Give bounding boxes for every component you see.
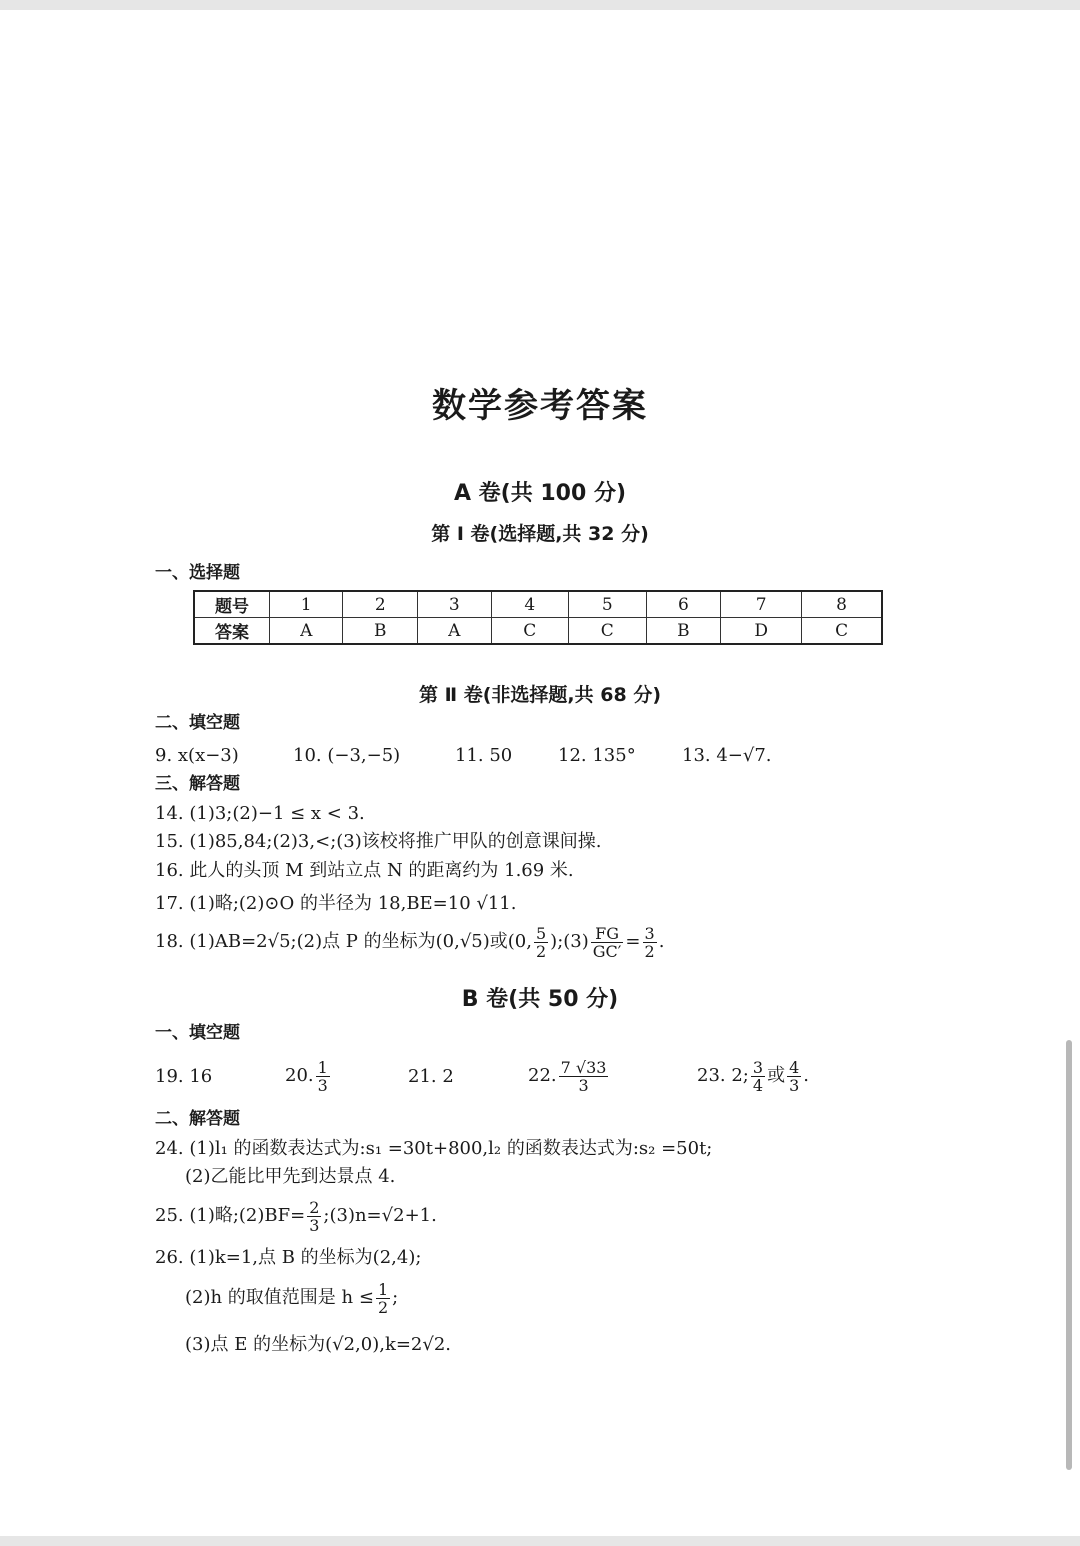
fraction-numerator: 4 — [789, 1057, 800, 1077]
table-cell: 2 — [343, 591, 418, 618]
q22-fraction — [559, 1059, 609, 1094]
paper-b-solve-section-label: 二、解答题 — [155, 1109, 240, 1129]
answer-q9: 9. x(x−3) — [155, 745, 239, 766]
table-row-numbers — [194, 591, 882, 618]
fraction-denominator: GC′ — [592, 941, 622, 961]
answer-q22 — [528, 1056, 610, 1096]
answer-q17: 17. (1)略;(2)⊙O 的半径为 18,BE=10 √11. — [155, 893, 517, 914]
fraction-numerator: 7 √33 — [560, 1057, 607, 1077]
table-cell: D — [721, 618, 802, 645]
fraction-denominator: 2 — [377, 1297, 389, 1317]
table-cell: B — [343, 618, 418, 645]
q23-label: 23. 2; — [697, 1065, 749, 1086]
fraction-denominator: 2 — [535, 941, 547, 961]
fraction-numerator: 3 — [644, 923, 655, 943]
answer-q16: 16. 此人的头顶 M 到站立点 N 的距离约为 1.69 米. — [155, 860, 574, 881]
q18-end: . — [658, 931, 665, 952]
table-cell: A — [270, 618, 343, 645]
part1-heading: 第 Ⅰ 卷(选择题,共 32 分) — [431, 523, 649, 545]
q18-prefix: 18. (1)AB=2√5;(2)点 P 的坐标为(0,√5)或(0, — [155, 931, 532, 952]
answer-q14: 14. (1)3;(2)−1 ≤ x < 3. — [155, 803, 365, 824]
answer-table — [193, 590, 883, 645]
fraction-denominator: 2 — [644, 941, 655, 961]
table-cell: A — [418, 618, 491, 645]
table-cell: C — [491, 618, 569, 645]
q25-prefix: 25. (1)略;(2)BF= — [155, 1205, 306, 1226]
paper-b-fill-section-label: 一、填空题 — [155, 1023, 240, 1043]
answer-q19: 19. 16 — [155, 1066, 213, 1087]
fraction-denominator: 3 — [309, 1215, 320, 1235]
answer-q24-line2: (2)乙能比甲先到达景点 4. — [185, 1166, 396, 1187]
table-cell: 1 — [270, 591, 343, 618]
q18-fraction-2 — [591, 925, 624, 960]
table-cell: C — [802, 618, 882, 645]
table-cell: 6 — [646, 591, 721, 618]
fraction-numerator: FG — [591, 925, 624, 943]
fraction-numerator: 5 — [535, 923, 547, 943]
q23-fraction-2 — [787, 1059, 801, 1094]
table-row-answers — [194, 618, 882, 645]
q18-mid: );(3) — [550, 931, 589, 952]
fraction-numerator: 1 — [317, 1057, 328, 1077]
table-cell: 7 — [721, 591, 802, 618]
fraction-denominator: 4 — [752, 1075, 764, 1095]
fraction-denominator: 3 — [317, 1075, 328, 1095]
q18-equals: = — [625, 931, 641, 952]
fraction-numerator: 3 — [752, 1057, 764, 1077]
answer-q13: 13. 4−√7. — [682, 745, 772, 766]
answer-q11: 11. 50 — [455, 745, 513, 766]
page-title: 数学参考答案 — [432, 386, 648, 426]
table-cell: 3 — [418, 591, 491, 618]
table-header-number: 题号 — [194, 591, 270, 618]
table-cell: 4 — [491, 591, 569, 618]
q18-fraction-1 — [534, 925, 548, 960]
solve-section-label: 三、解答题 — [155, 774, 240, 794]
table-cell: 5 — [569, 591, 647, 618]
table-header-answer: 答案 — [194, 618, 270, 645]
answer-q25 — [155, 1196, 437, 1236]
answer-q10: 10. (−3,−5) — [293, 745, 401, 766]
q23-fraction-1 — [751, 1059, 765, 1094]
answer-q20 — [285, 1056, 332, 1096]
q25-fraction — [307, 1199, 321, 1234]
part2-heading: 第 Ⅱ 卷(非选择题,共 68 分) — [419, 684, 661, 706]
answer-q26-line1: 26. (1)k=1,点 B 的坐标为(2,4); — [155, 1247, 422, 1268]
q20-fraction — [316, 1059, 330, 1094]
answer-q21: 21. 2 — [408, 1066, 454, 1087]
answer-q18 — [155, 922, 664, 962]
multiple-choice-section-label: 一、选择题 — [155, 563, 240, 583]
table-cell: B — [646, 618, 721, 645]
q23-or: 或 — [767, 1065, 786, 1086]
q23-end: . — [803, 1065, 809, 1086]
q22-label: 22. — [528, 1065, 557, 1086]
vertical-scrollbar[interactable] — [1066, 1040, 1072, 1470]
fraction-denominator: 3 — [789, 1075, 800, 1095]
answer-q15: 15. (1)85,84;(2)3,<;(3)该校将推广甲队的创意课间操. — [155, 831, 602, 852]
fraction-numerator: 2 — [309, 1197, 320, 1217]
q26-line2-suffix: ; — [392, 1287, 399, 1308]
bottom-toolbar-strip — [0, 1536, 1080, 1546]
q20-label: 20. — [285, 1065, 314, 1086]
answer-q24-line1: 24. (1)l₁ 的函数表达式为:s₁ =30t+800,l₂ 的函数表达式为:s₂ =50t; — [155, 1138, 713, 1159]
table-cell: C — [569, 618, 647, 645]
fill-section-label: 二、填空题 — [155, 713, 240, 733]
q25-suffix: ;(3)n=√2+1. — [323, 1205, 437, 1226]
answer-q23 — [697, 1056, 809, 1096]
answer-q12: 12. 135° — [558, 745, 636, 766]
fraction-numerator: 1 — [377, 1279, 389, 1299]
table-cell: 8 — [802, 591, 882, 618]
paper-b-heading: B 卷(共 50 分) — [461, 987, 619, 1012]
paper-a-heading: A 卷(共 100 分) — [453, 481, 627, 506]
q26-line2-prefix: (2)h 的取值范围是 h ≤ — [185, 1287, 374, 1308]
fraction-denominator: 3 — [578, 1075, 589, 1095]
q26-fraction — [376, 1281, 390, 1316]
answer-q26-line3: (3)点 E 的坐标为(√2,0),k=2√2. — [185, 1334, 452, 1355]
q18-fraction-3 — [643, 925, 657, 960]
answer-q26-line2 — [185, 1278, 398, 1318]
top-toolbar-strip — [0, 0, 1080, 10]
